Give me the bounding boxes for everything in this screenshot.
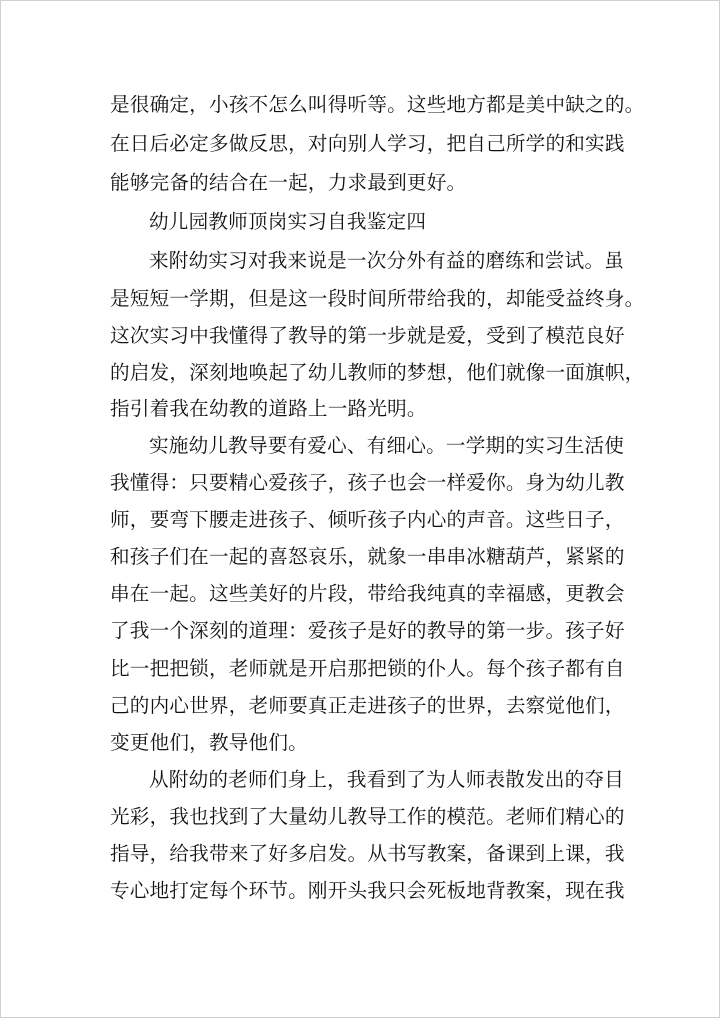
text-line: 在日后必定多做反思，对向别人学习，把自己所学的和实践 <box>110 132 625 155</box>
text-line: 串在一起。这些美好的片段，带给我纯真的幸福感，更教会 <box>110 582 625 605</box>
text-line: 专心地打定每个环节。刚开头我只会死板地背教案，现在我 <box>110 879 625 902</box>
text-line: 的启发，深刻地唤起了幼儿教师的梦想，他们就像一面旗帜， <box>110 361 645 384</box>
text-line: 是很确定，小孩不怎么叫得听等。这些地方都是美中缺之的。 <box>110 93 645 116</box>
text-line: 来附幼实习对我来说是一次分外有益的磨练和尝试。虽 <box>149 249 625 272</box>
text-line: 指引着我在幼教的道路上一路光明。 <box>110 397 427 420</box>
section-heading: 幼儿园教师顶岗实习自我鉴定四 <box>149 210 427 233</box>
text-line: 己的内心世界，老师要真正走进孩子的世界，去察觉他们， <box>110 694 625 717</box>
text-line: 能够完备的结合在一起，力求最到更好。 <box>110 171 467 194</box>
text-line: 变更他们，教导他们。 <box>110 731 308 754</box>
text-line: 实施幼儿教导要有爱心、有细心。一学期的实习生活使 <box>149 434 625 457</box>
text-line: 这次实习中我懂得了教导的第一步就是爱，受到了模范良好 <box>110 324 625 347</box>
text-line: 我懂得：只要精心爱孩子，孩子也会一样爱你。身为幼儿教 <box>110 471 625 494</box>
text-line: 比一把把锁，老师就是开启那把锁的仆人。每个孩子都有自 <box>110 657 625 680</box>
text-line: 指导，给我带来了好多启发。从书写教案，备课到上课，我 <box>110 842 625 865</box>
text-line: 光彩，我也找到了大量幼儿教导工作的模范。老师们精心的 <box>110 805 625 828</box>
text-line: 了我一个深刻的道理：爱孩子是好的教导的第一步。孩子好 <box>110 619 625 642</box>
text-line: 师，要弯下腰走进孩子、倾听孩子内心的声音。这些日子， <box>110 508 625 531</box>
text-line: 是短短一学期，但是这一段时间所带给我的，却能受益终身。 <box>110 287 645 310</box>
text-line: 和孩子们在一起的喜怒哀乐，就象一串串冰糖葫芦，紧紧的 <box>110 545 625 568</box>
text-line: 从附幼的老师们身上，我看到了为人师表散发出的夺目 <box>149 768 625 791</box>
